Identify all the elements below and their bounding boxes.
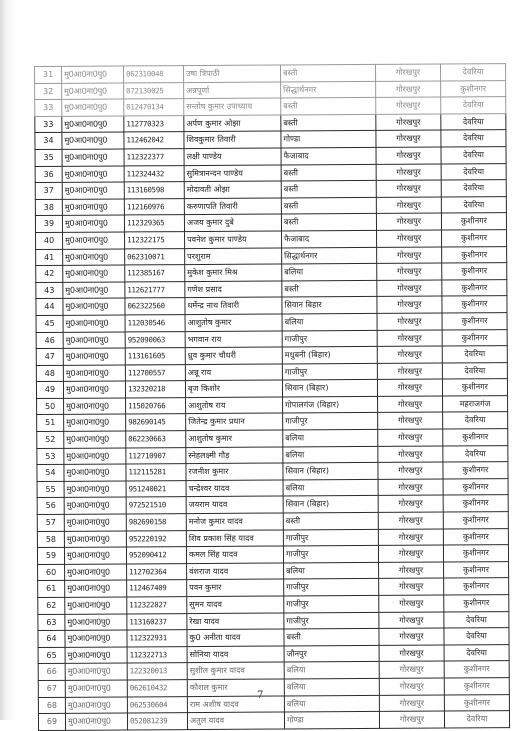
allotted-district-cell: कुशीनगर (443, 462, 508, 479)
post-code-cell: मु0आ0ना0पु0 (62, 182, 124, 199)
serial-number-cell: 32 (35, 83, 62, 100)
serial-number-cell: 65 (38, 647, 65, 664)
allotted-district-cell: कुशीनगर (442, 313, 507, 330)
candidate-name-cell: कु0 अनीता यादव (187, 629, 284, 646)
district-cell: बलिया (283, 479, 378, 496)
division-cell: गोरखपुर (377, 280, 442, 297)
serial-number-cell: 68 (38, 697, 65, 714)
roll-number-cell: 132320218 (125, 381, 185, 398)
serial-number-cell: 45 (36, 315, 63, 332)
serial-number-cell: 43 (36, 282, 63, 299)
division-cell: गोरखपुर (377, 313, 442, 330)
candidate-name-cell: सोनिया यादव (187, 646, 284, 663)
district-cell: बस्ती (281, 214, 376, 231)
candidate-name-cell: बृज किशोर (185, 380, 282, 397)
roll-number-cell: 072130025 (124, 82, 184, 99)
division-cell: गोरखपुर (376, 147, 441, 164)
serial-number-cell: 56 (37, 498, 64, 515)
candidate-name-cell: उषा त्रिपाठी (184, 65, 281, 82)
candidate-name-cell: सुमित्रानन्दन पाण्डेय (184, 165, 281, 182)
district-cell: गाजीपुर (283, 529, 378, 546)
division-cell: गोरखपुर (377, 363, 442, 380)
district-cell: बस्ती (282, 280, 377, 297)
district-cell: बलिया (283, 446, 378, 463)
serial-number-cell: 61 (38, 581, 65, 598)
roll-number-cell: 112467409 (127, 580, 187, 597)
serial-number-cell: 64 (38, 631, 65, 648)
post-code-cell: मु0आ0ना0पु0 (64, 497, 126, 514)
roll-number-cell: 952090412 (126, 547, 186, 564)
serial-number-cell: 35 (35, 149, 62, 166)
division-cell: गोरखपुर (376, 97, 441, 114)
district-cell: सिवान (बिहार) (282, 380, 377, 397)
post-code-cell: मु0आ0ना0पु0 (62, 132, 124, 149)
roll-number-cell: 112770323 (124, 115, 184, 132)
roll-number-cell: 112322377 (124, 149, 184, 166)
candidate-name-cell: मोदावती ओझा (184, 181, 281, 198)
serial-number-cell: 69 (38, 713, 65, 730)
allotted-district-cell: कुशीनगर (444, 678, 509, 695)
serial-number-cell: 38 (35, 199, 62, 216)
serial-number-cell: 66 (38, 664, 65, 681)
post-code-cell: मु0आ0ना0पु0 (62, 215, 124, 232)
candidate-name-cell: स्नेहलक्ष्मी गौड़ (186, 447, 283, 464)
post-code-cell: मु0आ0ना0पु0 (62, 166, 124, 183)
roll-number-cell: 951240021 (126, 480, 186, 497)
roll-number-cell: 112462042 (124, 132, 184, 149)
post-code-cell: मु0आ0ना0पु0 (63, 331, 125, 348)
division-cell: गोरखपुर (378, 545, 443, 562)
district-cell: गाजीपुर (284, 579, 379, 596)
roll-number-cell: 112322931 (127, 630, 187, 647)
post-code-cell: मु0आ0ना0पु0 (63, 348, 125, 365)
allotted-district-cell: कुशीनगर (443, 512, 508, 529)
allotted-district-cell: कुशीनगर (444, 595, 509, 612)
district-cell: गाजीपुर (283, 546, 378, 563)
candidate-name-cell: अजय कुमार दुबे (184, 214, 281, 231)
serial-number-cell: 34 (35, 133, 62, 150)
division-cell: गोरखपुर (377, 296, 442, 313)
allotted-district-cell: कुशीनगर (443, 528, 508, 545)
serial-number-cell: 47 (36, 348, 63, 365)
post-code-cell: मु0आ0ना0पु0 (63, 232, 125, 249)
candidate-name-cell: लक्षी पाण्डेय (184, 148, 281, 165)
candidate-name-cell: कौशल कुमार (187, 679, 284, 696)
serial-number-cell: 44 (36, 299, 63, 316)
allotted-district-cell: कुशीनगर (441, 213, 506, 230)
allotted-district-cell: देवरिया (440, 64, 505, 81)
serial-number-cell: 58 (37, 531, 64, 548)
district-cell: बलिया (284, 678, 379, 695)
post-code-cell: मु0आ0ना0पु0 (62, 149, 124, 166)
district-cell: गाजीपुर (284, 612, 379, 629)
allotted-district-cell: कुशीनगर (444, 561, 509, 578)
district-cell: बस्ती (283, 512, 378, 529)
serial-number-cell: 39 (35, 216, 62, 233)
candidate-name-cell: अन्नपूर्णा (184, 82, 281, 99)
post-code-cell: मु0आ0ना0पु0 (64, 431, 126, 448)
allotted-district-cell: देवरिया (441, 113, 506, 130)
post-code-cell: मु0आ0ना0पु0 (65, 580, 127, 597)
roll-number-cell: 112322175 (125, 232, 185, 249)
allotted-district-cell: कुशीनगर (442, 379, 507, 396)
candidate-name-cell: सन्तोष कुमार उपाध्याय (184, 98, 281, 115)
serial-number-cell: 42 (36, 265, 63, 282)
candidate-name-cell: चन्द्रेश्वर यादव (186, 480, 283, 497)
candidate-name-cell: शिव प्रकाश सिंह यादव (186, 530, 283, 547)
post-code-cell: मु0आ0ना0पु0 (62, 116, 124, 133)
candidate-name-cell: परशुराम (185, 248, 282, 265)
serial-number-cell: 55 (37, 481, 64, 498)
serial-number-cell: 67 (38, 680, 65, 697)
candidate-name-cell: भगवान राय (185, 330, 282, 347)
division-cell: गोरखपुर (378, 429, 443, 446)
division-cell: गोरखपुर (376, 180, 441, 197)
division-cell: गोरखपुर (376, 197, 441, 214)
serial-number-cell: 51 (37, 415, 64, 432)
post-code-cell: मु0आ0ना0पु0 (65, 697, 127, 714)
roll-number-cell: 112700557 (125, 364, 185, 381)
roll-number-cell: 112385167 (125, 265, 185, 282)
district-cell: मधुबनी (बिहार) (282, 347, 377, 364)
allotted-district-cell: कुशीनगर (442, 230, 507, 247)
allotted-district-cell: देवरिया (444, 644, 509, 661)
division-cell: गोरखपुर (376, 164, 441, 181)
district-cell: बस्ती (281, 164, 376, 181)
division-cell: गोरखपुर (378, 412, 443, 429)
district-cell: फैजाबाद (282, 230, 377, 247)
district-cell: बस्ती (280, 64, 375, 81)
division-cell: गोरखपुर (379, 695, 444, 712)
allotted-district-cell: कुशीनगर (442, 329, 507, 346)
division-cell: गोरखपुर (379, 661, 444, 678)
post-code-cell: मु0आ0ना0पु0 (64, 398, 126, 415)
division-cell: गोरखपुर (379, 678, 444, 695)
table-body (35, 64, 510, 731)
allotted-district-cell: देवरिया (444, 611, 509, 628)
district-cell: गाजीपुर (282, 330, 377, 347)
post-code-cell: मु0आ0ना0पु0 (63, 315, 125, 332)
district-cell: सिद्धार्थनगर (281, 81, 376, 98)
post-code-cell: मु0आ0ना0पु0 (63, 248, 125, 265)
allotted-district-cell: देवरिया (441, 180, 506, 197)
post-code-cell: मु0आ0ना0पु0 (65, 663, 127, 680)
allotted-district-cell: कुशीनगर (444, 578, 509, 595)
division-cell: गोरखपुर (379, 628, 444, 645)
division-cell: गोरखपुर (378, 495, 443, 512)
post-code-cell: मु0आ0ना0पु0 (65, 614, 127, 631)
division-cell: गोरखपुर (377, 247, 442, 264)
serial-number-cell: 52 (37, 431, 64, 448)
allotted-district-cell: देवरिया (441, 130, 506, 147)
district-cell: बस्ती (284, 629, 379, 646)
serial-number-cell: 62 (38, 597, 65, 614)
candidate-name-cell: आशुतोष कुमार (186, 430, 283, 447)
post-code-cell: मु0आ0ना0पु0 (62, 83, 124, 100)
district-cell: सिवान (बिहार) (283, 463, 378, 480)
serial-number-cell: 31 (35, 66, 62, 83)
roll-number-cell: 062610432 (127, 680, 187, 697)
district-cell: बस्ती (281, 98, 376, 115)
district-cell: गोण्डा (284, 712, 379, 729)
roll-number-cell: 952220192 (126, 530, 186, 547)
division-cell: गोरखपुर (379, 578, 444, 595)
post-code-cell: मु0आ0ना0पु0 (63, 298, 125, 315)
candidate-name-cell: ध्रुव कुमार चौधरी (185, 347, 282, 364)
candidate-table (34, 63, 510, 731)
serial-number-cell: 37 (35, 182, 62, 199)
division-cell: गोरखपुर (376, 81, 441, 98)
allotted-district-cell: कुशीनगर (442, 263, 507, 280)
candidate-name-cell: राम अशीष यादव (187, 696, 284, 713)
roll-number-cell: 112322713 (127, 646, 187, 663)
allotted-district-cell: देवरिया (441, 97, 506, 114)
serial-number-cell: 48 (36, 365, 63, 382)
district-cell: जौनपुर (284, 645, 379, 662)
candidate-name-cell: शिवकुमार तिवारी (184, 131, 281, 148)
division-cell: गोरखपुर (378, 462, 443, 479)
candidate-name-cell: वंशराज यादव (187, 563, 284, 580)
roll-number-cell: 112115281 (126, 464, 186, 481)
post-code-cell: मु0आ0ना0पु0 (62, 199, 124, 216)
roll-number-cell: 112702364 (127, 563, 187, 580)
serial-number-cell: 54 (37, 465, 64, 482)
serial-number-cell: 40 (36, 232, 63, 249)
candidate-name-cell: जयराम यादव (186, 496, 283, 513)
allotted-district-cell: देवरिया (441, 147, 506, 164)
candidate-name-cell: सुमन यादव (187, 596, 284, 613)
roll-number-cell: 062310048 (124, 66, 184, 83)
post-code-cell: मु0आ0ना0पु0 (63, 265, 125, 282)
post-code-cell: मु0आ0ना0पु0 (65, 630, 127, 647)
roll-number-cell: 052081239 (127, 713, 187, 730)
division-cell: गोरखपुर (377, 346, 442, 363)
division-cell: गोरखपुर (377, 330, 442, 347)
serial-number-cell: 63 (38, 614, 65, 631)
candidate-name-cell: करुणापति तिवारी (184, 198, 281, 215)
division-cell: गोरखपुर (378, 446, 443, 463)
candidate-name-cell: अतुल यादव (187, 712, 284, 729)
district-cell: सिवान (बिहार) (283, 496, 378, 513)
candidate-name-cell: रजनीश कुमार (186, 463, 283, 480)
allotted-district-cell: देवरिया (443, 445, 508, 462)
roll-number-cell: 112329365 (124, 215, 184, 232)
roll-number-cell: 982690145 (126, 414, 186, 431)
serial-number-cell: 33 (35, 116, 62, 133)
district-cell: बस्ती (281, 197, 376, 214)
allotted-district-cell: कुशीनगर (443, 478, 508, 495)
serial-number-cell: 49 (36, 382, 63, 399)
district-cell: बलिया (282, 264, 377, 281)
candidate-name-cell: पवनेश कुमार पाण्डेय (185, 231, 282, 248)
post-code-cell: मु0आ0ना0पु0 (65, 564, 127, 581)
division-cell: गोरखपुर (379, 595, 444, 612)
district-cell: बलिया (284, 662, 379, 679)
district-cell: गाजीपुर (283, 413, 378, 430)
allotted-district-cell: कुशीनगर (443, 429, 508, 446)
serial-number-cell: 33 (35, 100, 62, 117)
candidate-name-cell: कमल सिंह यादव (186, 546, 283, 563)
division-cell: गोरखपुर (379, 645, 444, 662)
division-cell: गोरखपुर (375, 64, 440, 81)
page-number: 7 (257, 690, 264, 701)
allotted-district-cell: देवरिया (442, 346, 507, 363)
post-code-cell: मु0आ0ना0पु0 (63, 381, 125, 398)
district-cell: गाजीपुर (282, 363, 377, 380)
roll-number-cell: 062310071 (125, 248, 185, 265)
post-code-cell: मु0आ0ना0पु0 (64, 414, 126, 431)
district-cell: बलिया (283, 429, 378, 446)
division-cell: गोरखपुर (377, 230, 442, 247)
post-code-cell: मु0आ0ना0पु0 (64, 464, 126, 481)
roll-number-cell: 952090063 (125, 331, 185, 348)
candidate-name-cell: सुशील कुमार यादव (187, 662, 284, 679)
allotted-district-cell: कुशीनगर (443, 545, 508, 562)
division-cell: गोरखपुर (379, 711, 444, 728)
roll-number-cell: 972521510 (126, 497, 186, 514)
post-code-cell: मु0आ0ना0पु0 (62, 99, 124, 116)
candidate-name-cell: धर्मेन्द्र नाथ तिवारी (185, 297, 282, 314)
roll-number-cell: 112030546 (125, 314, 185, 331)
serial-number-cell: 36 (35, 166, 62, 183)
serial-number-cell: 50 (37, 398, 64, 415)
roll-number-cell: 062230663 (126, 431, 186, 448)
district-cell: बलिया (282, 313, 377, 330)
serial-number-cell: 60 (38, 564, 65, 581)
candidate-name-cell: रेखा यादव (187, 613, 284, 630)
roll-number-cell: 062322560 (125, 298, 185, 315)
allotted-district-cell: देवरिया (444, 711, 509, 728)
post-code-cell: मु0आ0ना0पु0 (65, 680, 127, 697)
post-code-cell: मु0आ0ना0पु0 (63, 282, 125, 299)
candidate-name-cell: मनोज कुमार यादव (186, 513, 283, 530)
post-code-cell: मु0आ0ना0पु0 (64, 448, 126, 465)
district-cell: सिवान बिहार (282, 297, 377, 314)
allotted-district-cell: कुशीनगर (442, 296, 507, 313)
post-code-cell: मु0आ0ना0पु0 (64, 547, 126, 564)
district-cell: बलिया (284, 562, 379, 579)
serial-number-cell: 59 (37, 548, 64, 565)
serial-number-cell: 41 (36, 249, 63, 266)
division-cell: गोरखपुर (379, 612, 444, 629)
roll-number-cell: 115020766 (126, 397, 186, 414)
allotted-district-cell: देवरिया (442, 362, 507, 379)
division-cell: गोरखपुर (377, 263, 442, 280)
candidate-list (34, 63, 510, 731)
district-cell: गोण्डा (281, 131, 376, 148)
division-cell: गोरखपुर (376, 114, 441, 131)
post-code-cell: मु0आ0ना0पु0 (64, 481, 126, 498)
roll-number-cell: 122320013 (127, 663, 187, 680)
candidate-name-cell: पवन कुमार (187, 579, 284, 596)
roll-number-cell: 062530604 (127, 696, 187, 713)
division-cell: गोरखपुर (378, 396, 443, 413)
roll-number-cell: 113161605 (125, 348, 185, 365)
serial-number-cell: 46 (36, 332, 63, 349)
roll-number-cell: 112621777 (125, 281, 185, 298)
post-code-cell: मु0आ0ना0पु0 (65, 713, 127, 730)
roll-number-cell: 113160237 (127, 613, 187, 630)
serial-number-cell: 57 (37, 514, 64, 531)
candidate-name-cell: जितेन्द्र कुमार प्रधान (186, 413, 283, 430)
table-row (38, 711, 509, 730)
allotted-district-cell: कुशीनगर (444, 694, 509, 711)
allotted-district-cell: देवरिया (441, 196, 506, 213)
allotted-district-cell: कुशीनगर (444, 661, 509, 678)
division-cell: गोरखपुर (379, 562, 444, 579)
candidate-name-cell: अर्पण कुमार ओझा (184, 115, 281, 132)
allotted-district-cell: देवरिया (441, 163, 506, 180)
roll-number-cell: 012470134 (124, 99, 184, 116)
post-code-cell: मु0आ0ना0पु0 (62, 66, 124, 83)
district-cell: बस्ती (281, 181, 376, 198)
district-cell: बस्ती (281, 114, 376, 131)
allotted-district-cell: देवरिया (444, 628, 509, 645)
roll-number-cell: 982690158 (126, 514, 186, 531)
district-cell: सिद्धार्थनगर (282, 247, 377, 264)
post-code-cell: मु0आ0ना0पु0 (63, 365, 125, 382)
allotted-district-cell: देवरिया (443, 412, 508, 429)
post-code-cell: मु0आ0ना0पु0 (65, 597, 127, 614)
post-code-cell: मु0आ0ना0पु0 (64, 531, 126, 548)
district-cell: गोपालगंज (बिहार) (283, 396, 378, 413)
candidate-name-cell: आशुतोष कुमार (185, 314, 282, 331)
division-cell: गोरखपुर (378, 479, 443, 496)
district-cell: बलिया (284, 695, 379, 712)
allotted-district-cell: कुशीनगर (443, 495, 508, 512)
division-cell: गोरखपुर (378, 512, 443, 529)
allotted-district-cell: कुशीनगर (442, 279, 507, 296)
candidate-name-cell: अन्नू राय (185, 364, 282, 381)
candidate-name-cell: आशुतोष राय (186, 397, 283, 414)
post-code-cell: मु0आ0ना0पु0 (65, 647, 127, 664)
division-cell: गोरखपुर (377, 379, 442, 396)
allotted-district-cell: कुशीनगर (441, 80, 506, 97)
serial-number-cell: 53 (37, 448, 64, 465)
district-cell: गाजीपुर (284, 595, 379, 612)
district-cell: फैजाबाद (281, 147, 376, 164)
candidate-name-cell: गणेश प्रसाद (185, 281, 282, 298)
roll-number-cell: 112160976 (124, 198, 184, 215)
allotted-district-cell: कुशीनगर (442, 246, 507, 263)
division-cell: गोरखपुर (376, 213, 441, 230)
post-code-cell: मु0आ0ना0पु0 (64, 514, 126, 531)
allotted-district-cell: महराजगंज (443, 395, 508, 412)
roll-number-cell: 112322827 (127, 597, 187, 614)
division-cell: गोरखपुर (378, 529, 443, 546)
division-cell: गोरखपुर (376, 130, 441, 147)
roll-number-cell: 113160598 (124, 182, 184, 199)
roll-number-cell: 112710907 (126, 447, 186, 464)
roll-number-cell: 112324432 (124, 165, 184, 182)
candidate-name-cell: मुकेश कुमार मिश्र (185, 264, 282, 281)
